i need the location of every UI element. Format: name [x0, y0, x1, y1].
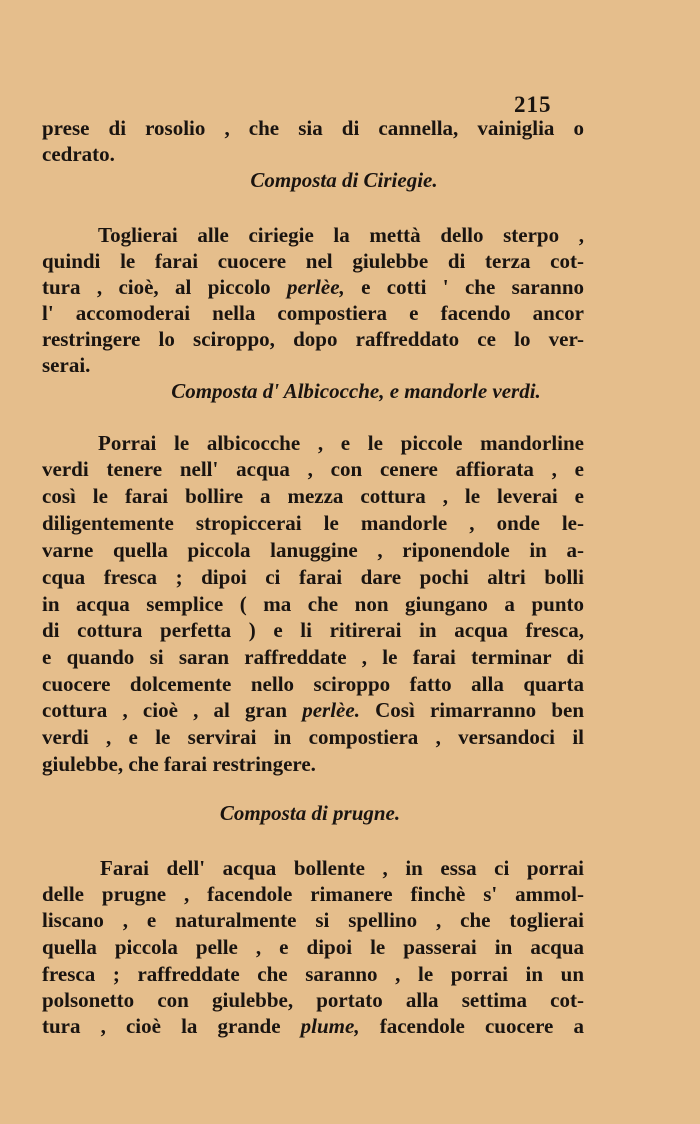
text-line: di cottura perfetta ) e li ritirerai in acqua fresca, — [42, 618, 584, 642]
text-line: Porrai le albicocche , e le piccole mandorline — [98, 431, 584, 455]
text-line: fresca ; raffreddate che saranno , le porrai in un — [42, 962, 584, 986]
text-line: quella piccola pelle , e dipoi le passerai in acqua — [42, 935, 584, 959]
text-line: delle prugne , facendole rimanere finchè s' ammol- — [42, 882, 584, 906]
text-line: e quando si saran raffreddate , le farai terminar di — [42, 645, 584, 669]
text-line: cuocere dolcemente nello sciroppo fatto alla quarta — [42, 672, 584, 696]
text-line: prese di rosolio , che sia di cannella, vainiglia o — [42, 116, 584, 140]
text-line: quindi le farai cuocere nel giulebbe di terza cot- — [42, 249, 584, 273]
text-line: in acqua semplice ( ma che non giungano a punto — [42, 592, 584, 616]
text-line: verdi , e le servirai in compostiera , versandoci il — [42, 725, 584, 749]
text-line: Farai dell' acqua bollente , in essa ci porrai — [100, 856, 584, 880]
text-line: varne quella piccola lanuggine , riponendole in a- — [42, 538, 584, 562]
page-number: 215 — [514, 92, 552, 117]
text-line: tura , cioè, al piccolo perlèe, e cotti ' che saranno — [42, 275, 584, 299]
text-line: cottura , cioè , al gran perlèe. Così rimarranno ben — [42, 698, 585, 722]
section-heading: Composta di Ciriegie. — [250, 168, 438, 192]
text-line: polsonetto con giulebbe, portato alla settima cot- — [42, 988, 584, 1012]
text-line: diligentemente stropiccerai le mandorle , onde le- — [42, 511, 584, 535]
text-line: verdi tenere nell' acqua , con cenere affiorata , e — [42, 457, 584, 481]
text-line: restringere lo sciroppo, dopo raffreddato ce lo ver- — [42, 327, 584, 351]
text-line: serai. — [42, 353, 91, 377]
text-line: liscano , e naturalmente si spellino , che toglierai — [42, 908, 584, 932]
text-line: cedrato. — [42, 142, 115, 166]
text-line: giulebbe, che farai restringere. — [42, 752, 316, 776]
section-heading: Composta di prugne. — [219, 801, 401, 825]
section-heading: Composta d' Albicocche, e mandorle verdi. — [171, 379, 541, 403]
text-line: così le farai bollire a mezza cottura , le leverai e — [42, 484, 584, 508]
text-line: tura , cioè la grande plume, facendole cuocere a — [42, 1014, 584, 1038]
text-line: cqua fresca ; dipoi ci farai dare pochi altri bolli — [42, 565, 584, 589]
text-line: l' accomoderai nella compostiera e facendo ancor — [42, 301, 584, 325]
text-line: Toglierai alle ciriegie la mettà dello sterpo , — [98, 223, 584, 247]
